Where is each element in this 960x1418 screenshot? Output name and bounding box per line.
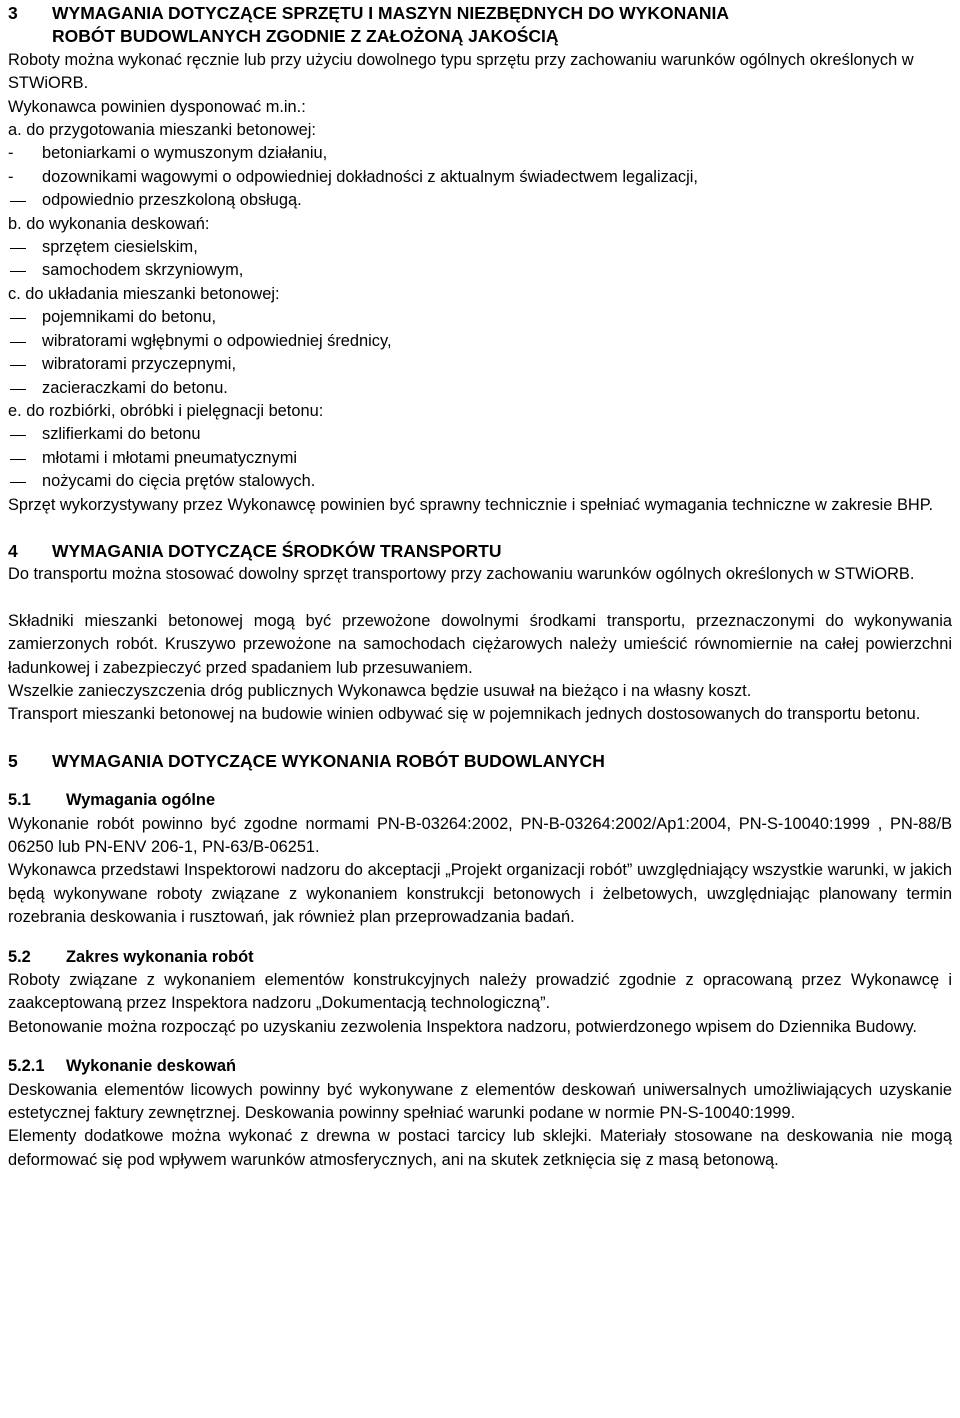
paragraph: Roboty można wykonać ręcznie lub przy użyciu dowolnego typu sprzętu przy zachowaniu warunków ogólnych określonych w STWiORB.	[8, 50, 914, 93]
paragraph: Elementy dodatkowe można wykonać z drewna w postaci tarcicy lub sklejki. Materiały stosowane na deskowania nie mogą deformować się pod wpływem warunków atmosferycznych, ani na skutek zetknięcia się z masą betonową.	[8, 1127, 952, 1169]
dash-marker	[10, 271, 26, 272]
list-group-heading: e. do rozbiórki, obróbki i pielęgnacji betonu:	[8, 401, 324, 420]
dash-marker	[10, 318, 26, 319]
paragraph: Sprzęt wykorzystywany przez Wykonawcę powinien być sprawny technicznie i spełniać wymagania techniczne w zakresie BHP.	[8, 495, 934, 514]
section-title: WYMAGANIA DOTYCZĄCE WYKONANIA ROBÓT BUDOWLANYCH	[52, 750, 605, 771]
section-title: WYMAGANIA DOTYCZĄCE ŚRODKÓW TRANSPORTU	[52, 540, 502, 561]
subsection-5-2-heading	[8, 946, 952, 969]
section-3-heading-cont	[8, 25, 952, 48]
dash-marker	[10, 201, 26, 202]
list-group-heading: b. do wykonania deskowań:	[8, 214, 210, 233]
list-item: zacieraczkami do betonu.	[8, 377, 952, 400]
section-3-heading	[8, 2, 952, 25]
paragraph: Transport mieszanki betonowej na budowie winien odbywać się w pojemnikach jednych dostosowanych do transportu betonu.	[8, 705, 921, 724]
subsection-number: 5.2.1	[8, 1057, 45, 1076]
dash-marker	[10, 459, 26, 460]
dash-marker	[10, 482, 26, 483]
list-item: szlifierkami do betonu	[8, 423, 952, 446]
paragraph: Składniki mieszanki betonowej mogą być przewożone dowolnymi środkami transportu, przeznaczonymi do wykonywania zamierzonych robót. Kruszywo przewożone na samochodach ciężarowych należy umieścić równomiernie na całej powierzchni ładunkowej i zabezpieczyć przed spadaniem lub przesuwaniem.	[8, 611, 952, 677]
paragraph: Roboty związane z wykonaniem elementów konstrukcyjnych należy prowadzić zgodnie z opracowaną przez Wykonawcę i zaakceptowaną przez Inspektora nadzoru „Dokumentacją technologiczną”.	[8, 971, 952, 1013]
dash-marker	[10, 342, 26, 343]
subsection-number: 5.1	[8, 791, 31, 810]
section-4-heading	[8, 540, 952, 563]
dash-marker	[10, 248, 26, 249]
list-group-heading: a. do przygotowania mieszanki betonowej:	[8, 121, 316, 140]
dash-marker	[10, 435, 26, 436]
list-item: młotami i młotami pneumatycznymi	[8, 447, 952, 470]
paragraph: Deskowania elementów licowych powinny być wykonywane z elementów deskowań uniwersalnych umożliwiających uzyskanie estetycznej faktury zewnętrznej. Deskowania powinny spełniać warunki podane w normie PN-S-10040:1999.	[8, 1080, 952, 1123]
section-title-cont: ROBÓT BUDOWLANYCH ZGODNIE Z ZAŁOŻONĄ JAKOŚCIĄ	[52, 26, 559, 47]
subsection-title: Wykonanie deskowań	[66, 1057, 237, 1076]
paragraph: Betonowanie można rozpocząć po uzyskaniu zezwolenia Inspektora nadzoru, potwierdzonego wpisem do Dziennika Budowy.	[8, 1017, 917, 1036]
hyphen-marker: -	[8, 167, 14, 186]
subsection-5-2-1-heading	[8, 1055, 952, 1078]
section-title: WYMAGANIA DOTYCZĄCE SPRZĘTU I MASZYN NIEZBĘDNYCH DO WYKONANIA	[52, 3, 729, 23]
subsection-number: 5.2	[8, 947, 31, 966]
paragraph: Wykonawca powinien dysponować m.in.:	[8, 97, 306, 116]
section-number: 3	[8, 3, 18, 23]
list-item: - betoniarkami o wymuszonym działaniu,	[8, 142, 952, 165]
subsection-title: Zakres wykonania robót	[66, 947, 254, 966]
paragraph: Wykonanie robót powinno być zgodne normami PN-B-03264:2002, PN-B-03264:2002/Ap1:2004, PN-S-10040:1999 , PN-88/B 06250 lub PN-ENV 206-1, PN-63/B-06251.	[8, 814, 952, 856]
section-number: 5	[8, 750, 18, 771]
list-group-heading: c. do układania mieszanki betonowej:	[8, 284, 280, 303]
list-item: odpowiednio przeszkoloną obsługą.	[8, 189, 952, 212]
list-item: - dozownikami wagowymi o odpowiedniej dokładności z aktualnym świadectwem legalizacji,	[8, 166, 952, 189]
paragraph: Do transportu można stosować dowolny sprzęt transportowy przy zachowaniu warunków ogólnych określonych w STWiORB.	[8, 565, 915, 584]
paragraph: Wykonawca przedstawi Inspektorowi nadzoru do akceptacji „Projekt organizacji robót” uwzględniający wszystkie warunki, w jakich będą wykonywane roboty związane z wykonaniem konstrukcji betonowych i żelbetowych, uwzględniając planowany termin rozebrania deskowania i rusztowań, jak również plan przeprowadzania badań.	[8, 861, 952, 927]
section-5-heading	[8, 750, 952, 773]
list-item: samochodem skrzyniowym,	[8, 259, 952, 282]
section-number: 4	[8, 540, 18, 561]
subsection-title: Wymagania ogólne	[66, 791, 216, 810]
list-item: pojemnikami do betonu,	[8, 306, 952, 329]
subsection-5-1-heading	[8, 789, 952, 812]
list-item: wibratorami przyczepnymi,	[8, 353, 952, 376]
paragraph: Wszelkie zanieczyszczenia dróg publicznych Wykonawca będzie usuwał na bieżąco i na własny koszt.	[8, 681, 752, 700]
dash-marker	[10, 389, 26, 390]
list-item: wibratorami wgłębnymi o odpowiedniej średnicy,	[8, 330, 952, 353]
hyphen-marker: -	[8, 144, 14, 163]
list-item: sprzętem ciesielskim,	[8, 236, 952, 259]
dash-marker	[10, 365, 26, 366]
list-item: nożycami do cięcia prętów stalowych.	[8, 470, 952, 493]
